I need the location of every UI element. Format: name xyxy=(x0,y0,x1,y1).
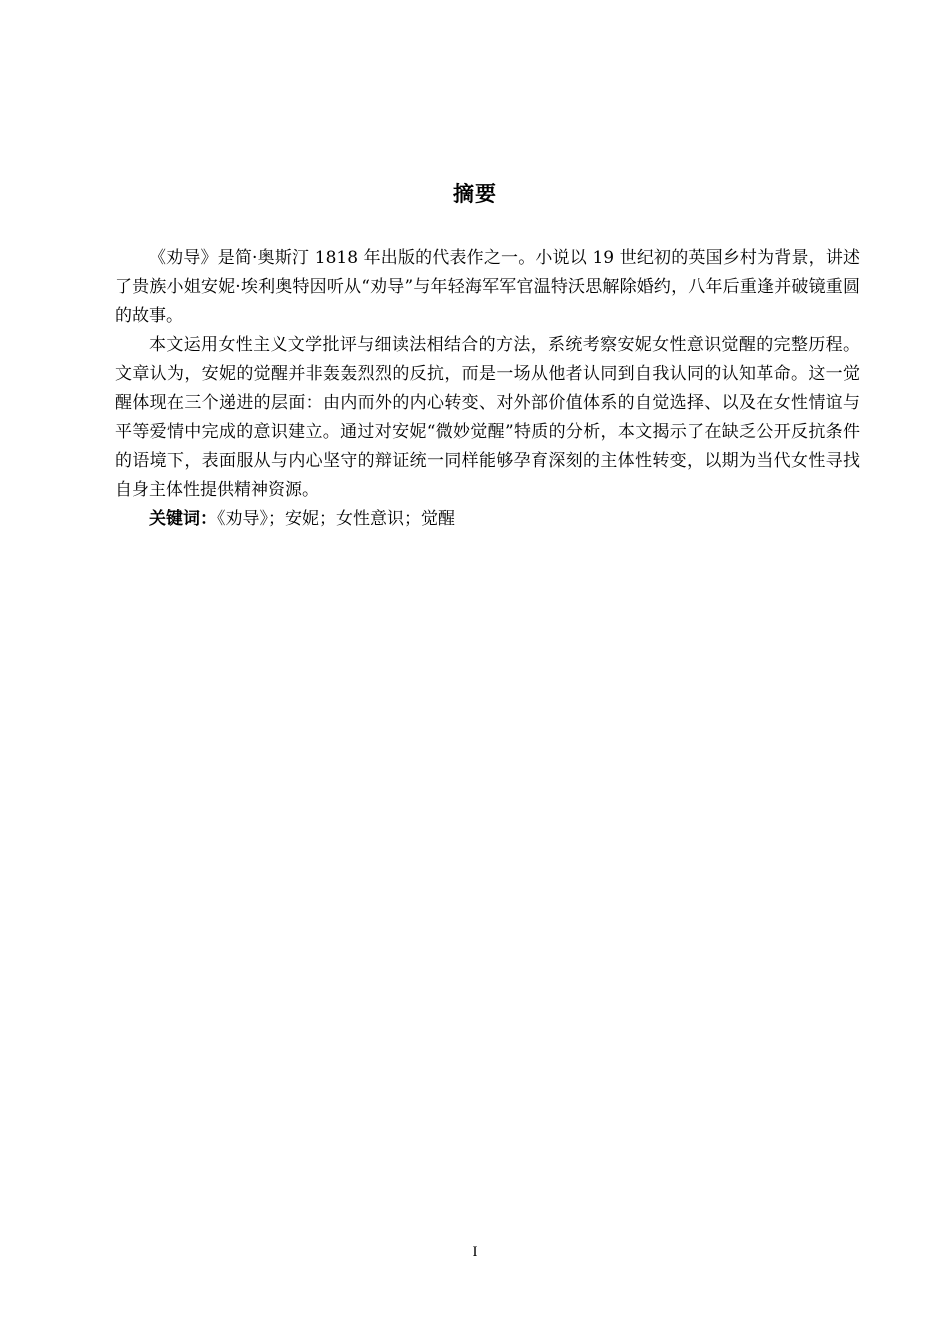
keywords-label: 关键词： xyxy=(149,509,217,529)
abstract-paragraph-2: 本文运用女性主义文学批评与细读法相结合的方法，系统考察安妮女性意识觉醒的完整历程。文章认为，安妮的觉醒并非轰轰烈烈的反抗，而是一场从他者认同到自我认同的认知革命。这一觉醒体现在三个递进的层面：由内而外的内心转变、对外部价值体系的自觉选择、以及在女性情谊与平等爱情中完成的意识建立。通过对安妮“微妙觉醒”特质的分析，本文揭示了在缺乏公开反抗条件的语境下，表面服从与内心坚守的辩证统一同样能够孕育深刻的主体性转变，以期为当代女性寻找自身主体性提供精神资源。 xyxy=(115,335,860,500)
page-number: I xyxy=(472,1244,478,1260)
keywords-line xyxy=(115,505,860,534)
abstract-paragraph-1: 《劝导》是简·奥斯汀 1818 年出版的代表作之一。小说以 19 世纪初的英国乡村为背景，讲述了贵族小姐安妮·埃利奥特因听从“劝导”与年轻海军军官温特沃思解除婚约，八年后重逢并破镜重圆的故事。 xyxy=(115,248,860,326)
abstract-body xyxy=(115,244,860,534)
keywords-value: 《劝导》；安妮；女性意识；觉醒 xyxy=(217,509,455,529)
abstract-title: 摘要 xyxy=(453,182,497,206)
